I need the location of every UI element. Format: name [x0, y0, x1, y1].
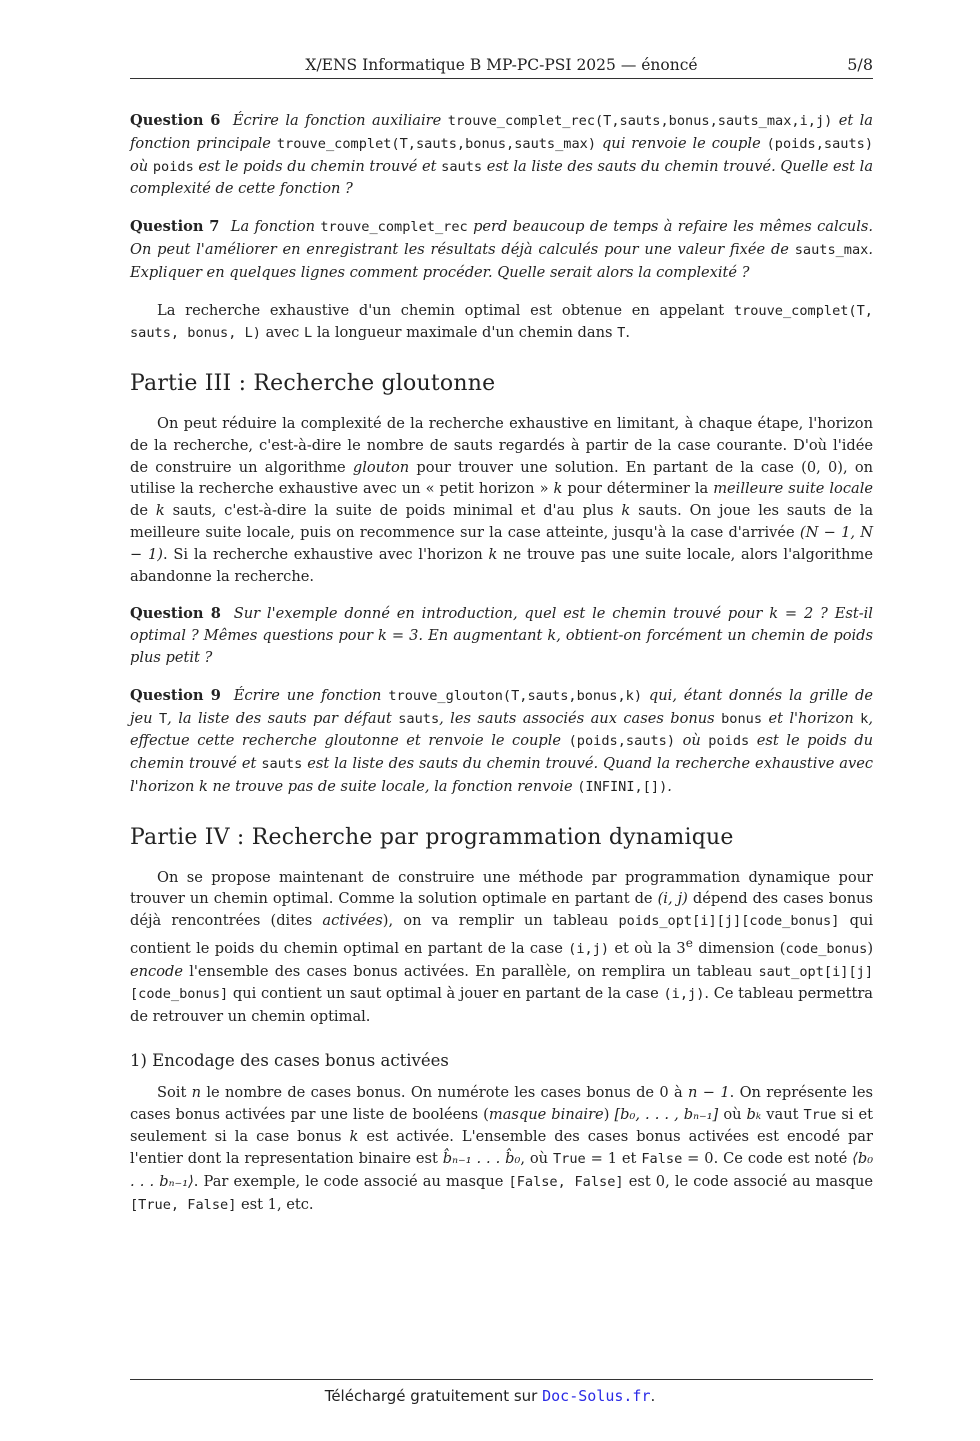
page-header	[130, 54, 873, 79]
question-text: Écrire la fonction auxiliaire	[232, 112, 442, 129]
text: . Ce tableau permettra de retrouver un chemin optimal.	[130, 985, 873, 1026]
question-label: Question 8	[130, 605, 221, 623]
text: On peut réduire la complexité de la recherche exhaustive en limitant, à chaque étape, l'horizon de la recherche, c'est-à-dire le nombre de sauts regardés à partir de la case courante. D'où l'idée de construire un algorithme	[130, 414, 873, 476]
page-footer	[0, 1387, 980, 1405]
math-var: bₖ	[746, 1105, 762, 1123]
text: . On représente les cases bonus activées par une liste de booléens (	[130, 1083, 873, 1123]
text: le nombre de cases bonus. On numérote les cases bonus de 0 à	[206, 1083, 683, 1101]
question-text: . Expliquer en quelques lignes comment procéder. Quelle serait alors la complexité ?	[130, 240, 874, 281]
code-inline: trouve_complet(T,sauts,bonus,sauts_max)	[276, 135, 597, 152]
code-inline: trouve_glouton(T,sauts,bonus,k)	[388, 687, 643, 704]
text: où	[723, 1105, 742, 1123]
question-text: est le poids du chemin trouvé et	[198, 157, 437, 175]
text: et où la 3	[614, 939, 686, 957]
math-var: k	[621, 502, 631, 520]
code-inline: poids	[708, 733, 750, 750]
text: La recherche exhaustive d'un chemin optimal est obtenue en appelant	[157, 301, 725, 319]
section-heading-part-3: Partie III : Recherche gloutonne	[130, 371, 496, 397]
question-text: , la liste des sauts par défaut	[167, 709, 392, 727]
code-inline: False	[641, 1151, 683, 1168]
text: )	[867, 939, 874, 957]
text: la longueur maximale d'un chemin dans	[316, 324, 613, 342]
question-text: et l'horizon	[768, 709, 854, 727]
code-inline: L	[304, 325, 313, 342]
code-inline: (poids,sauts)	[568, 733, 676, 750]
code-inline: sauts	[441, 158, 483, 175]
question-text: et la fonction principale	[130, 112, 874, 152]
text: ne trouve pas une suite locale, alors l'algorithme abandonne la recherche.	[130, 545, 873, 585]
paragraph-encoding	[130, 1082, 873, 1217]
code-inline: (i,j)	[663, 986, 705, 1003]
header-title: X/ENS Informatique B MP-PC-PSI 2025 — énoncé	[305, 56, 698, 74]
text: . Par exemple, le code associé au masque	[193, 1172, 504, 1190]
question-text: qui, étant donnés la grille de jeu	[130, 686, 874, 727]
text: dépend des cases bonus déjà rencontrées (dites	[130, 890, 874, 930]
footer-text: Téléchargé gratuitement sur	[324, 1387, 538, 1405]
question-label: Question 6	[130, 112, 221, 129]
text: qui contient un saut optimal à jouer en partant de la case	[232, 985, 659, 1003]
question-7	[130, 216, 873, 283]
code-inline: T	[158, 710, 168, 727]
text: de	[130, 502, 148, 520]
code-inline: T	[617, 325, 626, 342]
text: si et seulement si la case bonus	[130, 1105, 874, 1146]
question-text: perd beaucoup de temps à refaire les mêmes calculs. On peut l'améliorer en enregistrant les résultats déjà calculés pour une valeur fixée de	[130, 218, 873, 258]
text: l'ensemble des cases bonus activées. En parallèle, on remplira un tableau	[189, 962, 753, 980]
text: , où	[520, 1150, 549, 1168]
math-var: n	[191, 1083, 202, 1101]
page-body	[130, 110, 873, 1233]
paragraph-greedy	[130, 413, 873, 587]
text: dimension (	[698, 939, 786, 957]
code-inline: True	[552, 1151, 586, 1168]
emphasis: encode	[130, 962, 183, 980]
math-expr: ⟨b₀ . . . bₙ₋₁⟩	[130, 1150, 874, 1190]
footer-divider	[130, 1379, 873, 1380]
text: est 1, etc.	[241, 1195, 314, 1213]
subsection-heading-encoding: 1) Encodage des cases bonus activées	[130, 1050, 449, 1070]
text: . Si la recherche exhaustive avec l'horizon	[162, 545, 483, 563]
question-text: où	[682, 732, 701, 750]
text: pour déterminer la	[567, 480, 709, 498]
code-inline: True	[803, 1106, 837, 1123]
code-inline: sauts	[261, 756, 303, 773]
code-inline: [True, False]	[130, 1196, 237, 1213]
text: ), on va remplir un tableau	[382, 912, 609, 930]
math-expr: n − 1	[688, 1083, 730, 1101]
question-label: Question 9	[130, 686, 221, 704]
text: avec	[265, 324, 300, 342]
text: .	[625, 324, 630, 342]
page-number: 5/8	[847, 55, 873, 74]
math-var: k	[155, 502, 165, 520]
question-text: qui renvoie le couple	[601, 134, 761, 152]
emphasis: meilleure suite locale	[713, 480, 873, 498]
code-inline: k	[860, 710, 869, 727]
paragraph-dynamic-programming	[130, 867, 873, 1028]
text: )	[603, 1105, 610, 1123]
math-expr: [b₀, . . . , bₙ₋₁]	[614, 1105, 719, 1123]
text: est activée. L'ensemble des cases bonus activées est encodé par l'entier dont la representation binaire est	[130, 1128, 873, 1168]
question-text: où	[130, 157, 149, 175]
text: vaut	[766, 1105, 799, 1123]
text: On se propose maintenant de construire une méthode par programmation dynamique pour trouver un chemin optimal. Comme la solution optimale en partant de	[130, 868, 873, 908]
question-text: est la liste des sauts du chemin trouvé. Quelle est la complexité de cette fonction ?	[130, 157, 874, 198]
math-expr: (N − 1, N − 1)	[130, 523, 874, 563]
question-text: Écrire une fonction	[233, 686, 382, 704]
footer-link[interactable]: Doc-Solus.fr	[542, 1387, 651, 1405]
emphasis: masque binaire	[488, 1105, 604, 1123]
math-var: k	[553, 480, 563, 498]
code-inline: bonus	[721, 710, 763, 727]
text: est 0, le code associé au masque	[628, 1172, 874, 1190]
code-inline: saut_opt[i][j][code_bonus]	[130, 963, 874, 1003]
superscript: e	[685, 935, 693, 950]
code-inline: (poids,sauts)	[766, 135, 874, 152]
question-text: .	[667, 777, 672, 795]
emphasis: glouton	[352, 458, 410, 476]
question-text: , les sauts associés aux cases bonus	[439, 709, 715, 727]
code-inline: code_bonus	[785, 940, 868, 957]
text: Soit	[157, 1083, 187, 1101]
paragraph-exhaustive-search	[130, 300, 873, 346]
question-text: La fonction	[230, 218, 316, 236]
code-inline: (i,j)	[568, 940, 610, 957]
question-8	[130, 603, 873, 668]
code-inline: sauts_max	[794, 241, 869, 258]
code-inline: (INFINI,[])	[577, 778, 668, 795]
section-heading-part-4: Partie IV : Recherche par programmation dynamique	[130, 824, 734, 850]
question-text: est la liste des sauts du chemin trouvé. Quand la recherche exhaustive avec l'horizon k ne trouve pas de suite locale, la fonction renvoie	[130, 755, 874, 795]
code-inline: sauts	[398, 710, 440, 727]
footer-dot: .	[650, 1387, 656, 1405]
text: sauts, c'est-à-dire la suite de poids minimal et d'au plus	[172, 502, 614, 520]
code-inline: [False, False]	[508, 1173, 624, 1190]
question-label: Question 7	[130, 218, 220, 236]
math-var: k	[488, 545, 498, 563]
text: qui contient le poids du chemin optimal en partant de la case	[130, 912, 874, 957]
code-inline: trouve_complet(T, sauts, bonus, L)	[130, 302, 873, 342]
code-inline: trouve_complet_rec	[320, 219, 468, 236]
code-inline: poids	[152, 158, 194, 175]
emphasis: activées	[322, 912, 383, 930]
code-inline: poids_opt[i][j][code_bonus]	[618, 913, 840, 930]
code-inline: trouve_complet_rec(T,sauts,bonus,sauts_max,i,j)	[447, 113, 833, 129]
text: = 1 et	[590, 1150, 637, 1168]
math-expr: b̂ₙ₋₁ . . . b̂₀	[442, 1150, 521, 1168]
text: sauts. On joue les sauts de la meilleure suite locale, puis on recommence sur la case atteinte, jusqu'à la case d'arrivée	[130, 502, 874, 541]
math-var: k	[349, 1128, 359, 1146]
text: pour trouver une solution. En partant de la case (0, 0), on utilise la recherche exhaustive avec un « petit horizon »	[130, 458, 874, 498]
question-9	[130, 685, 873, 799]
question-text: est le poids du chemin trouvé et	[130, 732, 874, 773]
math-expr: (i, j)	[657, 890, 688, 908]
question-text: Sur l'exemple donné en introduction, quel est le chemin trouvé pour k = 2 ? Est-il optimal ? Mêmes questions pour k = 3. En augmentant k, obtient-on forcément un chemin de poids plus petit ?	[130, 605, 873, 666]
question-6	[130, 110, 873, 200]
question-text: , effectue cette recherche gloutonne et renvoie le couple	[130, 709, 873, 750]
text: = 0. Ce code est noté	[687, 1150, 848, 1168]
